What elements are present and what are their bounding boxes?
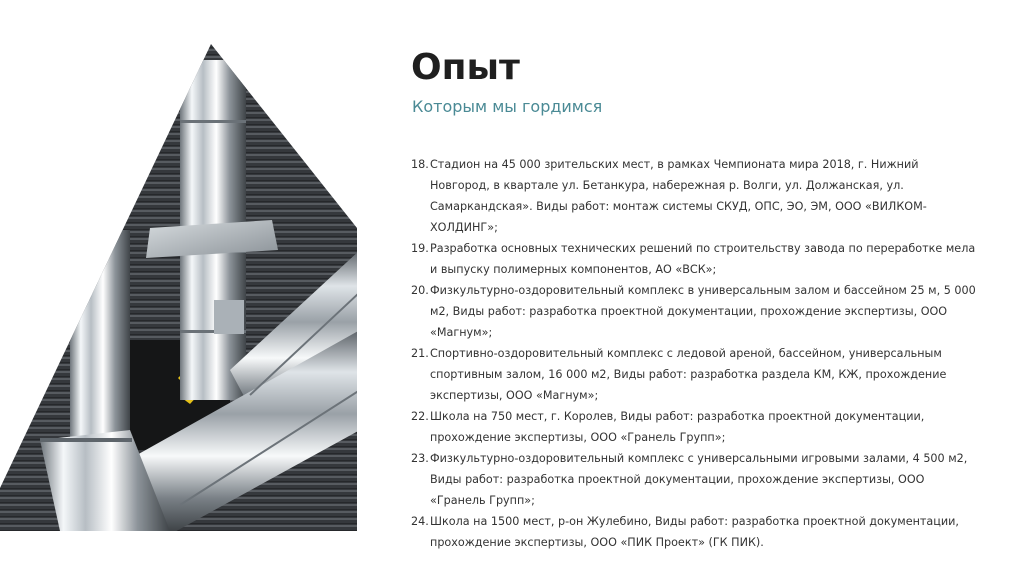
list-item [411, 238, 976, 280]
item-text: Школа на 750 мест, г. Королев, Виды работ: разработка проектной документации, прохождение экспертизы, ООО «Гранель Групп»; [430, 410, 925, 444]
list-item [411, 511, 976, 553]
list-item [411, 280, 976, 343]
project-list [411, 154, 976, 553]
item-number: 22. [411, 410, 429, 423]
list-item [411, 154, 976, 238]
item-text: Разработка основных технических решений по строительству завода по переработке мела и выпуску полимерных компонентов, АО «ВСК»; [430, 242, 976, 276]
item-text: Стадион на 45 000 зрительских мест, в рамках Чемпионата мира 2018, г. Нижний Новгород, в квартале ул. Бетанкура, набережная р. Волги, ул. Должанская, ул. Самаркандская». Виды работ: монтаж системы СКУД, ОПС, ЭО, ЭМ, ООО «ВИЛКОМ-ХОЛДИНГ»; [430, 158, 927, 234]
item-number: 24. [411, 515, 429, 528]
item-number: 19. [411, 242, 429, 255]
item-number: 23. [411, 452, 429, 465]
item-number: 20. [411, 284, 429, 297]
list-item [411, 448, 976, 511]
item-number: 21. [411, 347, 429, 360]
list-item [411, 343, 976, 406]
slide-subtitle: Которым мы гордимся [412, 97, 603, 116]
item-text: Спортивно-оздоровительный комплекс с ледовой ареной, бассейном, универсальным спортивным залом, 16 000 м2, Виды работ: разработка раздела КМ, КЖ, прохождение экспертизы, ООО «Магнум»; [430, 347, 947, 402]
slide-title: Опыт [411, 47, 520, 88]
item-text: Физкультурно-оздоровительный комплекс в универсальным залом и бассейном 25 м, 5 000 м2, Виды работ: разработка проектной документации, прохождение экспертизы, ООО «Магнум»; [430, 284, 976, 339]
item-number: 18. [411, 158, 429, 171]
item-text: Школа на 1500 мест, р-он Жулебино, Виды работ: разработка проектной документации, прохождение экспертизы, ООО «ПИК Проект» (ГК ПИК). [430, 515, 959, 549]
item-text: Физкультурно-оздоровительный комплекс с универсальными игровыми залами, 4 500 м2, Виды работ: разработка проектной документации, прохождение экспертизы, ООО «Гранель Групп»; [430, 452, 968, 507]
list-item [411, 406, 976, 448]
